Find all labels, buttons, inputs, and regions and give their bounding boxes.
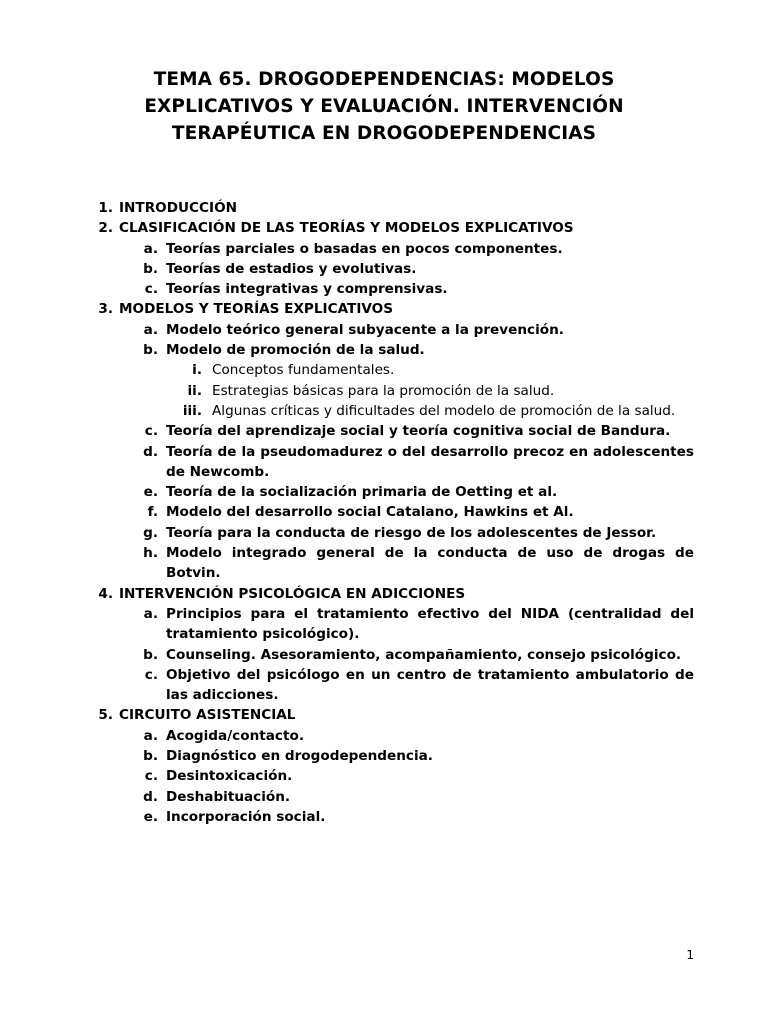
subsection-item (96, 259, 694, 279)
subsection-item (96, 340, 694, 360)
list-item-text: Diagnóstico en drogodependencia. (166, 748, 433, 765)
list-item-text: Modelo integrado general de la conducta de uso de drogas de Botvin. (166, 545, 694, 582)
list-item-text: Principios para el tratamiento efectivo del NIDA (centralidad del tratamiento psicológico). (166, 605, 694, 643)
list-item-text: Conceptos fundamentales. (212, 362, 395, 379)
subsubsection-item (96, 360, 694, 380)
list-item-text: Deshabituación. (166, 788, 291, 805)
list-item-text: Counseling. Asesoramiento, acompañamiento, consejo psicológico. (166, 646, 682, 663)
list-item-text: Desintoxicación. (166, 768, 293, 785)
subsection-item (96, 320, 694, 340)
list-marker: b. (143, 260, 158, 277)
section-heading (96, 198, 694, 218)
list-marker: c. (144, 281, 158, 298)
list-item-text: Teoría para la conducta de riesgo de los adolescentes de Jessor. (166, 524, 657, 541)
list-marker: c. (144, 423, 158, 440)
list-marker: 4. (98, 585, 113, 602)
list-item-text: Teorías de estadios y evolutivas. (166, 260, 417, 277)
subsection-item (96, 787, 694, 807)
list-marker: d. (143, 788, 158, 805)
list-item-text: Modelo teórico general subyacente a la prevención. (166, 321, 564, 338)
list-marker: ii. (187, 382, 202, 399)
list-marker: c. (144, 768, 158, 785)
subsection-item (96, 421, 694, 441)
subsection-item (96, 766, 694, 786)
list-item-text: Teoría de la socialización primaria de Oetting et al. (166, 484, 558, 501)
list-item-text: CLASIFICACIÓN DE LAS TEORÍAS Y MODELOS EXPLICATIVOS (119, 220, 574, 237)
subsection-item (96, 645, 694, 665)
list-item-text: Teorías integrativas y comprensivas. (166, 281, 448, 298)
list-marker: b. (143, 342, 158, 359)
list-item-text: Acogida/contacto. (166, 727, 304, 744)
list-marker: c. (144, 666, 158, 683)
list-marker: b. (143, 646, 158, 663)
title-line: TEMA 65. DROGODEPENDENCIAS: MODELOS (153, 69, 615, 90)
list-item-text: CIRCUITO ASISTENCIAL (119, 707, 296, 724)
subsection-item (96, 502, 694, 522)
list-marker: i. (192, 362, 202, 379)
list-item-text: INTERVENCIÓN PSICOLÓGICA EN ADICCIONES (119, 585, 466, 602)
list-marker: d. (143, 443, 158, 460)
section-heading (96, 299, 694, 319)
section-heading (96, 584, 694, 604)
list-item-text: Modelo del desarrollo social Catalano, Hawkins et Al. (166, 504, 574, 521)
list-item-text: INTRODUCCIÓN (119, 200, 237, 216)
subsection-item (96, 604, 694, 645)
subsection-item (96, 279, 694, 299)
list-item-text: Incorporación social. (166, 808, 326, 825)
section-heading (96, 218, 694, 238)
subsection-item (96, 746, 694, 766)
subsubsection-item (96, 401, 694, 421)
list-marker: e. (143, 484, 158, 501)
list-marker: a. (143, 727, 158, 744)
title-line: EXPLICATIVOS Y EVALUACIÓN. INTERVENCIÓN (144, 96, 624, 117)
list-marker: h. (143, 545, 158, 562)
subsection-item (96, 482, 694, 502)
list-marker: a. (143, 240, 158, 257)
list-item-text: Estrategias básicas para la promoción de la salud. (212, 382, 555, 399)
page-number: 1 (686, 948, 694, 962)
subsection-item (96, 665, 694, 706)
document-title (80, 66, 688, 147)
list-marker: f. (147, 504, 158, 521)
subsection-item (96, 523, 694, 543)
list-marker: 2. (98, 220, 113, 237)
list-item-text: Teorías parciales o basadas en pocos componentes. (166, 240, 563, 257)
list-item-text: Teoría del aprendizaje social y teoría cognitiva social de Bandura. (166, 423, 671, 440)
section-heading (96, 705, 694, 725)
list-marker: g. (143, 524, 158, 541)
table-of-contents (96, 198, 694, 827)
subsubsection-item (96, 381, 694, 401)
list-marker: a. (143, 321, 158, 338)
list-item-text: Objetivo del psicólogo en un centro de tratamiento ambulatorio de las adicciones. (166, 666, 694, 704)
list-item-text: MODELOS Y TEORÍAS EXPLICATIVOS (119, 301, 394, 318)
list-item-text: Modelo de promoción de la salud. (166, 342, 425, 359)
list-item-text: Algunas críticas y dificultades del modelo de promoción de la salud. (212, 402, 676, 419)
list-marker: b. (143, 748, 158, 765)
list-marker: e. (143, 808, 158, 825)
list-marker: 1. (98, 200, 113, 216)
title-line: TERAPÉUTICA EN DROGODEPENDENCIAS (171, 123, 597, 144)
subsection-item (96, 726, 694, 746)
list-marker: 3. (98, 301, 113, 318)
list-item-text: Teoría de la pseudomadurez o del desarrollo precoz en adolescentes de Newcomb. (166, 443, 694, 480)
subsection-item (96, 807, 694, 827)
subsection-item (96, 442, 694, 483)
list-marker: a. (143, 605, 158, 622)
list-marker: 5. (98, 707, 113, 724)
list-marker: iii. (182, 402, 202, 419)
subsection-item (96, 239, 694, 259)
subsection-item (96, 543, 694, 584)
